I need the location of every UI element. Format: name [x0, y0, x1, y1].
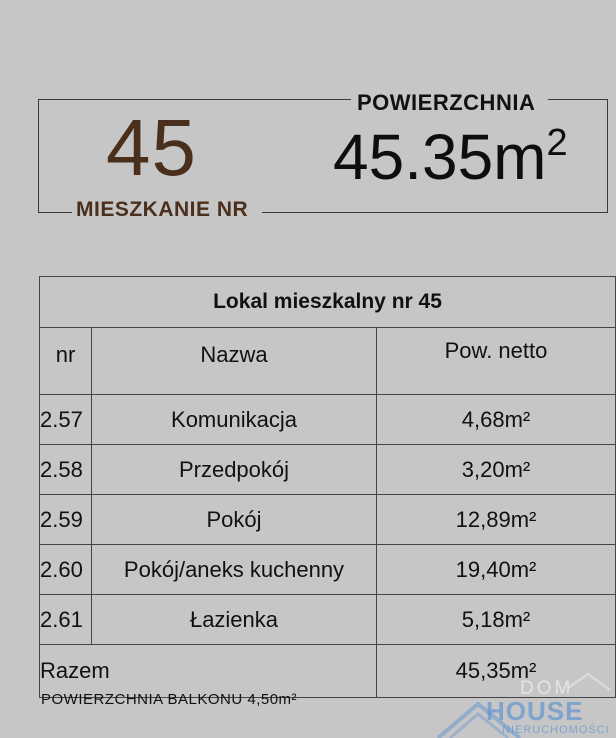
table-row	[40, 395, 616, 445]
rooms-table	[39, 276, 616, 698]
table-row	[40, 595, 616, 645]
total-label: Razem	[40, 645, 377, 698]
frame-top-right-line	[548, 99, 608, 100]
frame-left-line	[38, 99, 39, 213]
frame-bottom-right-line	[262, 212, 608, 213]
column-header-area: Pow. netto	[377, 328, 616, 395]
row-nr: 2.58	[40, 445, 92, 495]
logo-sub-text: NIERUCHOMOŚCI	[502, 724, 610, 736]
dom-house-logo	[428, 668, 616, 738]
table-row	[40, 545, 616, 595]
row-name: Łazienka	[92, 595, 377, 645]
unit-label: MIESZKANIE NR	[76, 198, 249, 221]
frame-top-line	[38, 99, 351, 100]
unit-number: 45	[106, 103, 197, 192]
row-nr: 2.57	[40, 395, 92, 445]
frame-bottom-left-line	[38, 212, 72, 213]
area-label: POWIERZCHNIA	[357, 90, 536, 115]
row-name: Przedpokój	[92, 445, 377, 495]
frame-right-line	[607, 99, 608, 213]
logo-dom-text: DOM	[520, 678, 574, 699]
row-name: Pokój/aneks kuchenny	[92, 545, 377, 595]
logo-house-text: HOUSE	[486, 696, 584, 726]
row-area: 3,20m²	[377, 445, 616, 495]
table-row	[40, 495, 616, 545]
row-nr: 2.59	[40, 495, 92, 545]
row-nr: 2.61	[40, 595, 92, 645]
table-header-row	[40, 328, 616, 395]
column-header-nr: nr	[40, 328, 92, 395]
row-area: 19,40m²	[377, 545, 616, 595]
row-name: Komunikacja	[92, 395, 377, 445]
row-area: 12,89m²	[377, 495, 616, 545]
area-value-number: 45.35m	[333, 121, 547, 193]
row-name: Pokój	[92, 495, 377, 545]
row-nr: 2.60	[40, 545, 92, 595]
total-area: 45,35m²	[377, 645, 616, 698]
area-value	[333, 122, 568, 192]
area-value-exponent: 2	[546, 122, 568, 164]
balcony-area: POWIERZCHNIA BALKONU 4,50m²	[41, 691, 298, 708]
column-header-name: Nazwa	[92, 328, 377, 395]
table-title: Lokal mieszkalny nr 45	[40, 277, 616, 328]
table-row	[40, 445, 616, 495]
row-area: 5,18m²	[377, 595, 616, 645]
table-title-row	[40, 277, 616, 328]
row-area: 4,68m²	[377, 395, 616, 445]
